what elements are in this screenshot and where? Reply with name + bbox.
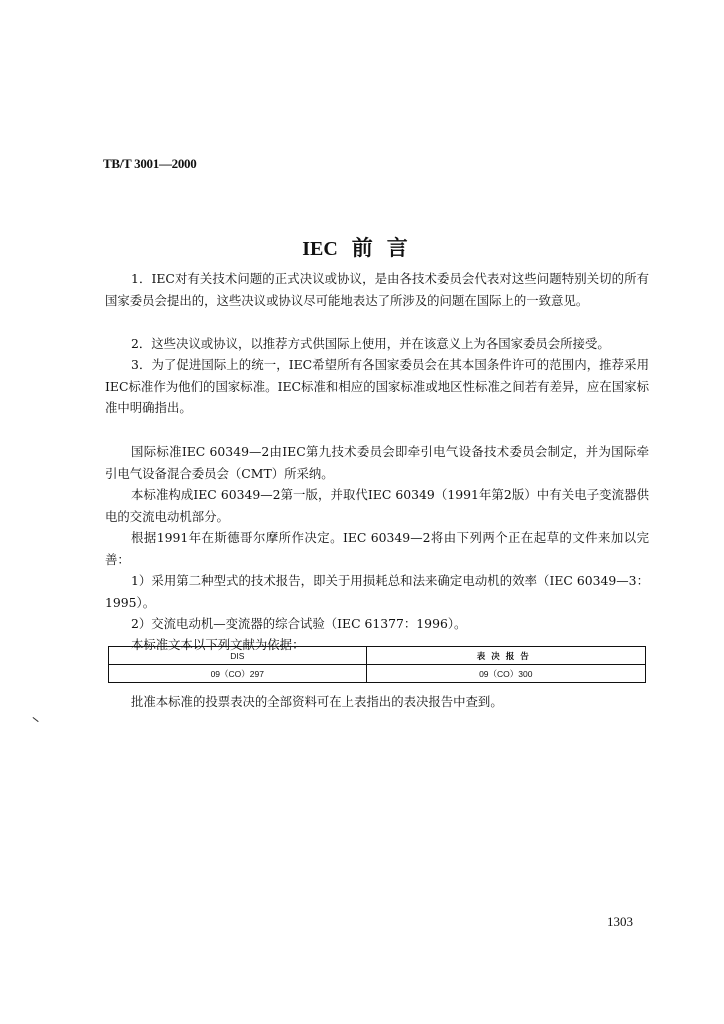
table-header-dis: DIS <box>109 647 367 665</box>
paragraph-1: 1．IEC对有关技术问题的正式决议或协议，是由各技术委员会代表对这些问题特别关切的所有国家委员会提出的，这些决议或协议尽可能地表达了所涉及的问题在国际上的一致意见。 <box>105 271 649 308</box>
scan-mark <box>32 717 38 722</box>
paragraph-9: 本标准文本以下列文献为依据： <box>131 637 305 652</box>
page-title <box>0 232 724 262</box>
paragraph-7: 1）采用第二种型式的技术报告，即关于用损耗总和法来确定电动机的效率（IEC 60349—3：1995）。 <box>105 573 649 610</box>
standard-code: TB/T 3001—2000 <box>103 156 197 171</box>
table-header-vote-report: 表决报告 <box>366 647 645 665</box>
paragraph-5: 本标准构成IEC 60349—2第一版，并取代IEC 60349（1991年第2版）中有关电子变流器供电的交流电动机部分。 <box>105 487 649 524</box>
title-prefix: IEC <box>302 238 338 260</box>
closing-paragraph: 批准本标准的投票表决的全部资料可在上表指出的表决报告中查到。 <box>131 694 503 709</box>
table-cell: 09（CO）300 <box>366 665 645 683</box>
paragraph-2: 2．这些决议或协议，以推荐方式供国际上使用，并在该意义上为各国家委员会所接受。 <box>131 336 610 351</box>
paragraph-4: 国际标准IEC 60349—2由IEC第九技术委员会即牵引电气设备技术委员会制定，并为国际牵引电气设备混合委员会（CMT）所采纳。 <box>105 444 649 481</box>
paragraph-3: 3．为了促进国际上的统一，IEC希望所有各国家委员会在其本国条件许可的范围内，推荐采用IEC标准作为他们的国家标准。IEC标准和相应的国家标准或地区性标准之间若有差异，应在国家标准中明确指出。 <box>105 357 649 415</box>
title-main: 前言 <box>351 235 422 260</box>
document-table <box>108 646 646 683</box>
table-header-row <box>109 647 646 665</box>
page-number: 1303 <box>607 914 633 929</box>
paragraph-8: 2）交流电动机—变流器的综合试验（IEC 61377：1996）。 <box>131 616 467 631</box>
table-row <box>109 665 646 683</box>
paragraph-6: 根据1991年在斯德哥尔摩所作决定。IEC 60349—2将由下列两个正在起草的文件来加以完善： <box>105 530 649 567</box>
table-cell: 09（CO）297 <box>109 665 367 683</box>
